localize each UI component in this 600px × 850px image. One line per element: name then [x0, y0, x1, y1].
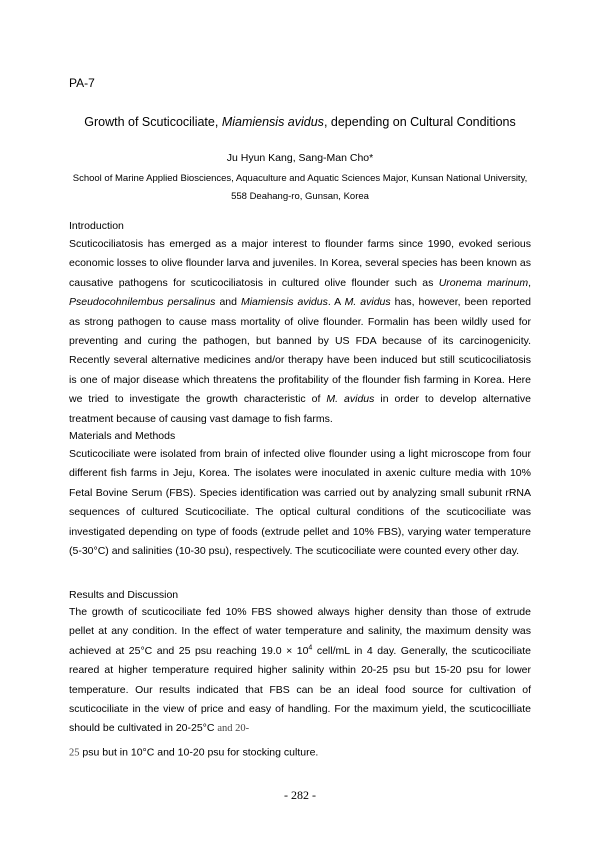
introduction-body	[69, 235, 531, 429]
intro-text-6: in order to develop alternative treatment because of causing vast damage to fish farms.	[69, 393, 531, 425]
methods-body	[69, 445, 531, 561]
species-uronema: Uronema marinum	[438, 276, 529, 289]
methods-heading: Materials and Methods	[69, 430, 176, 442]
title-prefix: Growth of Scuticociliate,	[84, 115, 222, 129]
species-m-avidus-1: M. avidus	[344, 296, 391, 309]
title-species: Miamiensis avidus	[221, 115, 324, 129]
species-pseudocohnilembus: Pseudocohnilembus persalinus	[69, 296, 216, 309]
intro-text-3: and	[215, 296, 241, 309]
results-text-2: cell/mL in 4 day. Generally, the scuticociliate reared at higher temperature required higher salinity within 20-25 psu but 15-20 psu for lower temperature. Our results indicated that FBS can be an ideal food source for cultivation of scuticociliate in the view of price and easy of handling. For the maximum yield, the scuticocilliate should be cultivated in 20-25°C	[69, 644, 531, 735]
intro-text-5: has, however, been reported as strong pathogen to cause mass mortality of olive flounder. Formalin has been wildly used for preventing and curing the pathogen, but banned by US FDA because of its carcinogenicity. Recently several alternative medicines and/or therapy have been induced but still scuticociliatosis is one of major disease which threatens the profitability of the flounder fish farming in Korea. Here we tried to investigate the growth characteristic of	[69, 296, 532, 406]
species-miamiensis: Miamiensis avidus	[240, 296, 328, 309]
title-suffix: , depending on Cultural Conditions	[323, 115, 516, 129]
results-text-3: psu but in 10°C and 10-20 psu for stocking culture.	[79, 746, 319, 759]
methods-text: Scuticociliate were isolated from brain of infected olive flounder using a light microscope from four different fish farms in Jeju, Korea. The isolates were inoculated in axenic culture media with 10% Fetal Bovine Serum (FBS). Species identification was carried out by analyzing small subunit rRNA sequences of cultured Scuticociliate. The optical cultural conditions of the scuticociliate was investigated depending on type of foods (extrude pellet and 10% FBS), varying water temperature (5-30°C) and salinities (10-30 psu), respectively. The scuticociliate were counted every other day.	[69, 448, 531, 558]
affiliation-line-1: School of Marine Applied Biosciences, Aquaculture and Aquatic Sciences Major, Kunsan National University,	[72, 173, 528, 184]
affiliation	[60, 170, 540, 206]
introduction-heading: Introduction	[69, 220, 124, 232]
intro-text-4: . A	[327, 296, 345, 309]
results-body	[69, 603, 531, 763]
results-serif-a: and 20-	[217, 723, 250, 735]
intro-text-1: Scuticociliatosis has emerged as a major interest to flounder farms since 1990, evoked serious economic losses to olive flounder larva and juveniles. In Korea, several species has been known as causative pathogens for scuticociliatosis in cultured olive flounder such as	[69, 238, 531, 289]
species-m-avidus-2: M. avidus	[326, 393, 375, 406]
paper-title	[0, 115, 600, 129]
results-heading: Results and Discussion	[69, 589, 179, 601]
intro-text-2: ,	[528, 276, 531, 289]
page-number: - 282 -	[284, 788, 316, 802]
results-superscript: 4	[308, 644, 313, 652]
abstract-code: PA-7	[69, 76, 95, 90]
authors: Ju Hyun Kang, Sang-Man Cho*	[226, 152, 374, 164]
results-serif-b: 25	[69, 747, 80, 759]
affiliation-line-2: 558 Deahang-ro, Gunsan, Korea	[231, 191, 369, 202]
results-text-1: The growth of scuticociliate fed 10% FBS showed always higher density than those of extrude pellet at any condition. In the effect of water temperature and salinity, the maximum density was achieved at 25°C and 25 psu reaching 19.0 × 10	[69, 606, 531, 657]
